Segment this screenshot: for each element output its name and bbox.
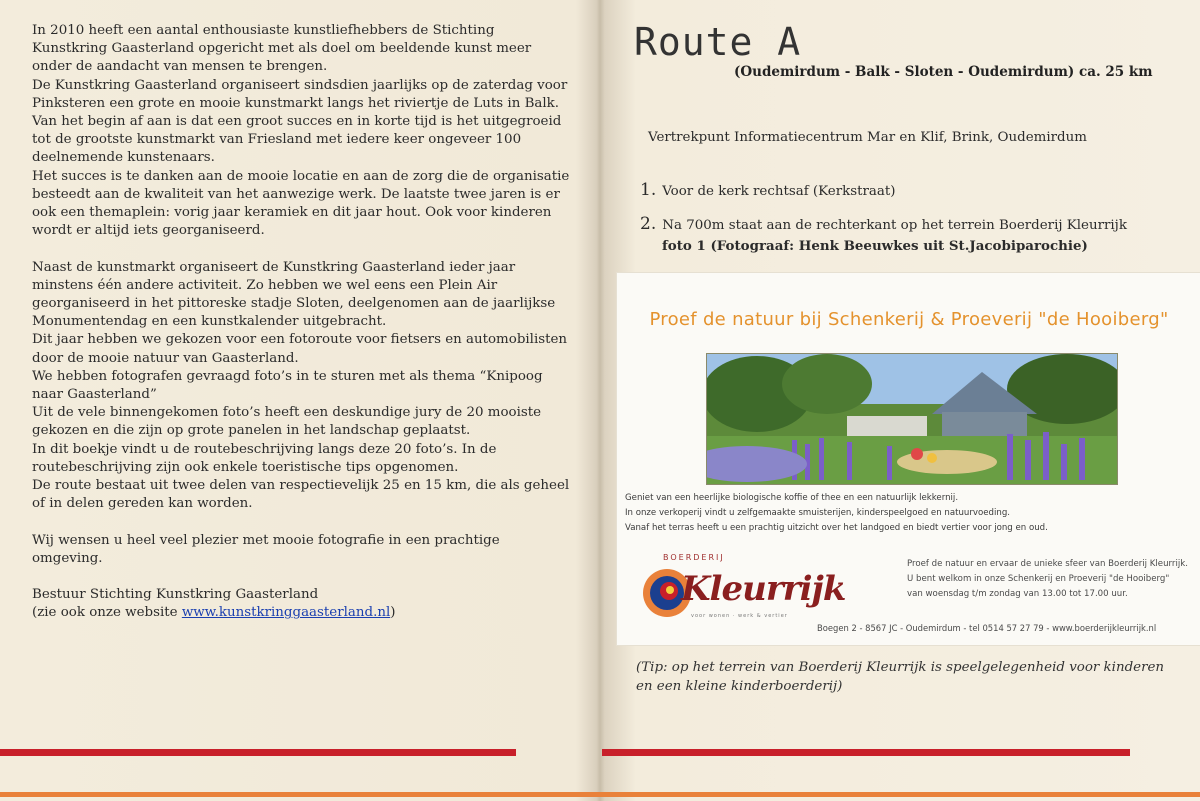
step-text: Voor de kerk rechtsaf (Kerkstraat) xyxy=(662,184,896,199)
route-step-2 xyxy=(640,214,1127,256)
tip-line: en een kleine kinderboerderij) xyxy=(636,679,843,694)
route-subtitle: (Oudemirdum - Balk - Sloten - Oudemirdum) ca. 25 km xyxy=(734,64,1153,80)
intro-line: Naast de kunstmarkt organiseert de Kunstkring Gaasterland ieder jaar xyxy=(32,259,516,275)
intro-line: besteedt aan de kwaliteit van het aanwezige werk. De laatste twee jaren is er xyxy=(32,186,560,202)
intro-line: of in delen gereden kan worden. xyxy=(32,496,253,512)
ad-copy-line: Vanaf het terras heeft u een prachtig uitzicht over het landgoed en biedt vertier voor jong en oud. xyxy=(625,523,1048,533)
garden-photo-illustration xyxy=(707,354,1117,484)
intro-line: wordt er altijd iets georganiseerd. xyxy=(32,223,265,239)
intro-line: Pinksteren een grote en mooie kunstmarkt langs het riviertje de Luts in Balk. xyxy=(32,95,560,111)
step-text: Na 700m staat aan de rechterkant op het terrein Boerderij Kleurrijk xyxy=(662,218,1127,233)
intro-line: Kunstkring Gaasterland opgericht met als doel om beeldende kunst meer xyxy=(32,41,532,57)
logo-arc-text: BOERDERIJ xyxy=(663,553,725,562)
ad-headline: Proef de natuur bij Schenkerij & Proeverij "de Hooiberg" xyxy=(649,309,1169,330)
red-divider-left xyxy=(0,749,516,756)
garden-photo xyxy=(706,353,1118,485)
ad-copy-line: In onze verkoperij vindt u zelfgemaakte smuisterijen, kinderspeelgoed en natuurvoeding. xyxy=(625,508,1011,518)
intro-line: minstens één andere activiteit. Zo hebben we wel eens een Plein Air xyxy=(32,277,498,293)
intro-text xyxy=(32,22,572,623)
ad-side-line: U bent welkom in onze Schenkerij en Proeverij "de Hooiberg" xyxy=(907,574,1170,584)
intro-line: Van het begin af aan is dat een groot succes en in korte tijd is het uitgegroeid xyxy=(32,114,562,130)
intro-line: Dit jaar hebben we gekozen voor een fotoroute voor fietsers en automobilisten xyxy=(32,332,568,348)
photo-credit: foto 1 (Fotograaf: Henk Beeuwkes uit St.Jacobiparochie) xyxy=(662,238,1088,254)
ad-copy-line: Geniet van een heerlijke biologische koffie of thee en een natuurlijk lekkernij. xyxy=(625,493,959,503)
orange-bottom-border xyxy=(0,792,1200,797)
intro-line: naar Gaasterland” xyxy=(32,387,157,403)
logo-tagline: voor wonen · werk & vertier xyxy=(691,613,788,619)
tip-note xyxy=(636,658,1176,696)
intro-line: Bestuur Stichting Kunstkring Gaasterland xyxy=(32,587,319,603)
ad-copy xyxy=(625,491,1048,536)
intro-line: In dit boekje vindt u de routebeschrijving langs deze 20 foto’s. In de xyxy=(32,441,497,457)
intro-line: door de mooie natuur van Gaasterland. xyxy=(32,350,299,366)
intro-line: deelnemende kunstenaars. xyxy=(32,150,215,166)
website-suffix: ) xyxy=(390,605,396,621)
kleurrijk-logo xyxy=(633,553,846,623)
intro-line: Het succes is te danken aan de mooie locatie en aan de zorg die de organisatie xyxy=(32,168,570,184)
intro-line: ook een themaplein: vorig jaar keramiek en dit jaar hout. Ook voor kinderen xyxy=(32,205,552,221)
intro-line: We hebben fotografen gevraagd foto’s in te sturen met als thema “Knipoog xyxy=(32,368,543,384)
paragraph-gap xyxy=(32,513,572,531)
route-title: Route A xyxy=(634,20,802,64)
intro-line: Wij wensen u heel veel plezier met mooie fotografie in een prachtige omgeving. xyxy=(32,532,500,566)
tip-line: (Tip: op het terrein van Boerderij Kleurrijk is speelgelegenheid voor kinderen xyxy=(636,660,1165,675)
intro-line: onder de aandacht van mensen te brengen. xyxy=(32,59,328,75)
website-prefix: (zie ook onze website xyxy=(32,605,182,621)
left-page xyxy=(0,0,598,801)
starting-point: Vertrekpunt Informatiecentrum Mar en Klif, Brink, Oudemirdum xyxy=(648,130,1087,145)
ad-side-text xyxy=(907,557,1188,602)
step-number: 1. xyxy=(640,180,657,200)
intro-line: Monumentendag en een kunstkalender uitgebracht. xyxy=(32,314,387,330)
paragraph-gap xyxy=(32,240,572,258)
right-page xyxy=(602,0,1200,801)
logo-word: Kleurrijk xyxy=(681,569,846,609)
intro-line: gekozen en die zijn op grote panelen in het landschap geplaatst. xyxy=(32,423,471,439)
paragraph-gap xyxy=(32,568,572,586)
ad-side-line: van woensdag t/m zondag van 13.00 tot 17.00 uur. xyxy=(907,589,1128,599)
website-line xyxy=(32,604,572,622)
intro-line: Uit de vele binnengekomen foto’s heeft een deskundige jury de 20 mooiste xyxy=(32,405,542,421)
ad-side-line: Proef de natuur en ervaar de unieke sfeer van Boerderij Kleurrijk. xyxy=(907,559,1188,569)
intro-line: tot de grootste kunstmarkt van Friesland met iedere keer ongeveer 100 xyxy=(32,132,522,148)
intro-line: routebeschrijving zijn ook enkele toeristische tips opgenomen. xyxy=(32,459,459,475)
intro-line: De route bestaat uit twee delen van respectievelijk 25 en 15 km, die als geheel xyxy=(32,478,570,494)
intro-line: georganiseerd in het pittoreske stadje Sloten, deelgenomen aan de jaarlijkse xyxy=(32,296,556,312)
intro-line: De Kunstkring Gaasterland organiseert sindsdien jaarlijks op de zaterdag voor xyxy=(32,77,568,93)
ad-footer-address: Boegen 2 - 8567 JC - Oudemirdum - tel 0514 57 27 79 - www.boerderijkleurrijk.nl xyxy=(817,623,1157,633)
red-divider-right xyxy=(602,749,1130,756)
route-step-1 xyxy=(640,180,895,200)
intro-line: In 2010 heeft een aantal enthousiaste kunstliefhebbers de Stichting xyxy=(32,23,495,38)
advertisement xyxy=(616,272,1200,646)
website-link[interactable]: www.kunstkringgaasterland.nl xyxy=(181,605,391,621)
step-number: 2. xyxy=(640,214,657,234)
